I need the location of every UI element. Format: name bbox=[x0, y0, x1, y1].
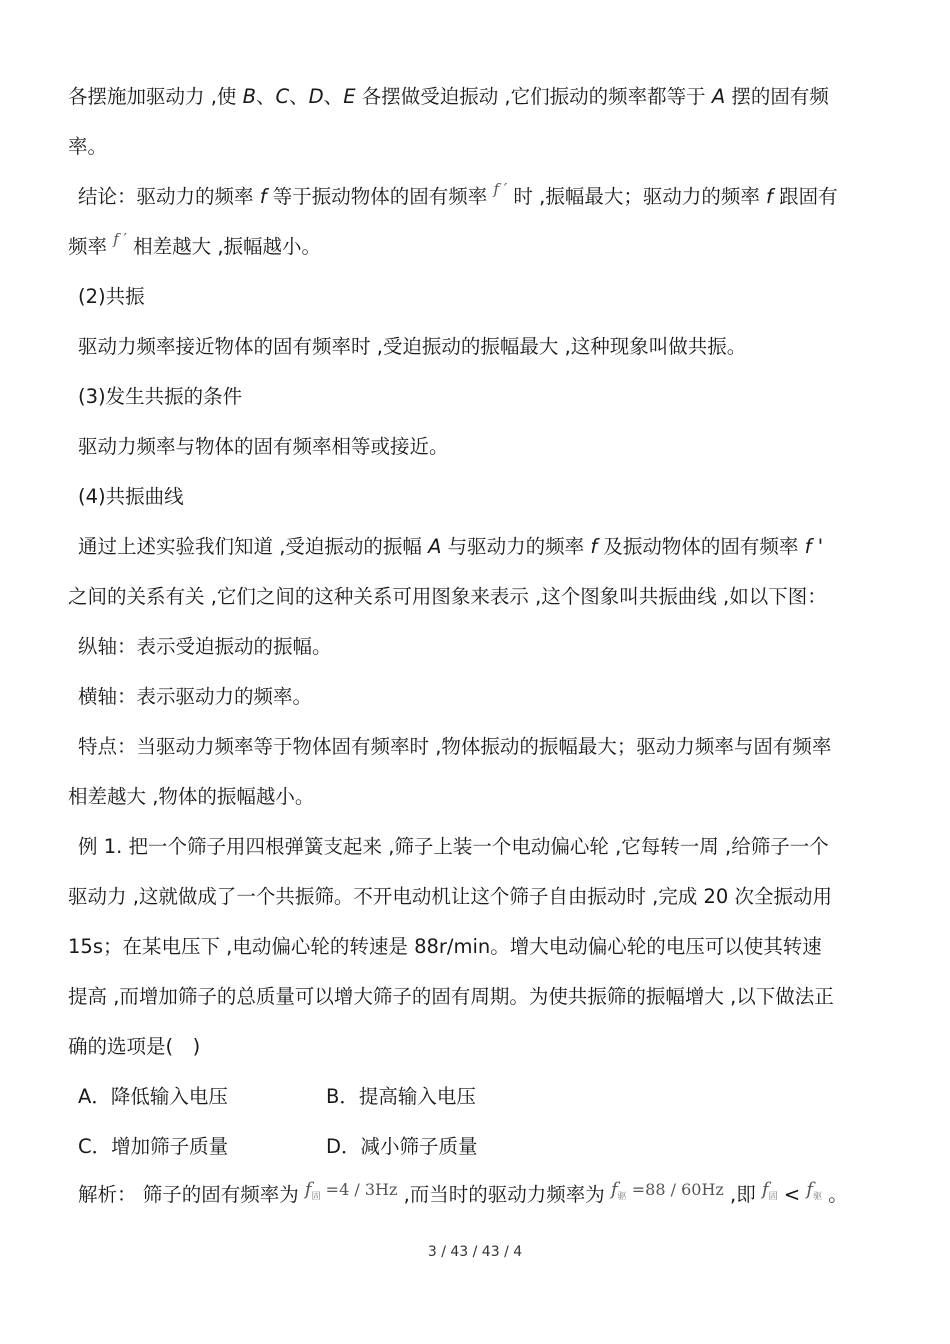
options-row bbox=[78, 1132, 898, 1162]
conclusion-line: 频率 $^{f '}$ 相差越大 ,振幅越小。 bbox=[68, 230, 322, 258]
feature-line: 特点：当驱动力频率等于物体固有频率时 ,物体振动的振幅最大；驱动力频率与固有频率 bbox=[78, 735, 832, 758]
curve-line: 通过上述实验我们知道 ,受迫振动的振幅 A 与驱动力的频率 f 及振动物体的固有频率 f ' bbox=[78, 535, 824, 558]
example-line: 提高 ,而增加筛子的总质量可以增大筛子的固有周期。为使共振筛的振幅增大 ,以下做法正 bbox=[68, 985, 834, 1008]
horizontal-axis-text: 横轴：表示驱动力的频率。 bbox=[78, 685, 313, 708]
feature-line: 相差越大 ,物体的振幅越小。 bbox=[68, 785, 315, 808]
resonance-text: 驱动力频率接近物体的固有频率时 ,受迫振动的振幅最大 ,这种现象叫做共振。 bbox=[78, 335, 747, 358]
example-line: 确的选项是( ) bbox=[68, 1035, 201, 1058]
options-row bbox=[78, 1082, 898, 1112]
paragraph-line: 各摆施加驱动力 ,使 B、C、D、E 各摆做受迫振动 ,它们振动的频率都等于 A 摆的固有频 bbox=[68, 85, 829, 108]
example-line: 驱动力 ,这就做成了一个共振筛。不开电动机让这个筛子自由振动时 ,完成 20 次全振动用 bbox=[68, 885, 833, 908]
analysis-line: 解析： 筛子的固有频率为 $^{f_固 =4 / 3Hz}$ ,而当时的驱动力频率为 $^{f_驱 =88 / 60Hz}$ ,即 $^{f_固}$ < $^{f_驱}$ 。 bbox=[78, 1179, 848, 1206]
option-d: D．减小筛子质量 bbox=[326, 1135, 478, 1158]
example-line: 15s；在某电压下 ,电动偏心轮的转速是 88r/min。增大电动偏心轮的电压可以使其转速 bbox=[68, 935, 822, 958]
example-line: 例 1. 把一个筛子用四根弹簧支起来 ,筛子上装一个电动偏心轮 ,它每转一周 ,给筛子一个 bbox=[78, 835, 829, 858]
section-heading: (3)发生共振的条件 bbox=[78, 385, 243, 408]
option-a: A．降低输入电压 bbox=[78, 1085, 228, 1108]
option-b: B．提高输入电压 bbox=[326, 1085, 476, 1108]
option-c: C．增加筛子质量 bbox=[78, 1135, 229, 1158]
paragraph-line: 率。 bbox=[68, 135, 108, 158]
page-number: 3 / 43 / 43 / 4 bbox=[427, 1244, 523, 1260]
formula-natural-frequency: f固 =4 / 3Hz bbox=[304, 1179, 398, 1203]
section-heading: (4)共振曲线 bbox=[78, 485, 184, 508]
vertical-axis-text: 纵轴：表示受迫振动的振幅。 bbox=[78, 635, 332, 658]
section-heading: (2)共振 bbox=[78, 285, 145, 308]
curve-line: 之间的关系有关 ,它们之间的这种关系可用图象来表示 ,这个图象叫共振曲线 ,如以下图： bbox=[68, 585, 827, 608]
conclusion-line: 结论：驱动力的频率 f 等于振动物体的固有频率 $^{f '}$ 时 ,振幅最大；驱动力的频率 f 跟固有 bbox=[78, 180, 838, 208]
formula-comparison: f固 bbox=[761, 1179, 778, 1203]
condition-text: 驱动力频率与物体的固有频率相等或接近。 bbox=[78, 435, 449, 458]
formula-driving-frequency: f驱 =88 / 60Hz bbox=[611, 1179, 724, 1203]
